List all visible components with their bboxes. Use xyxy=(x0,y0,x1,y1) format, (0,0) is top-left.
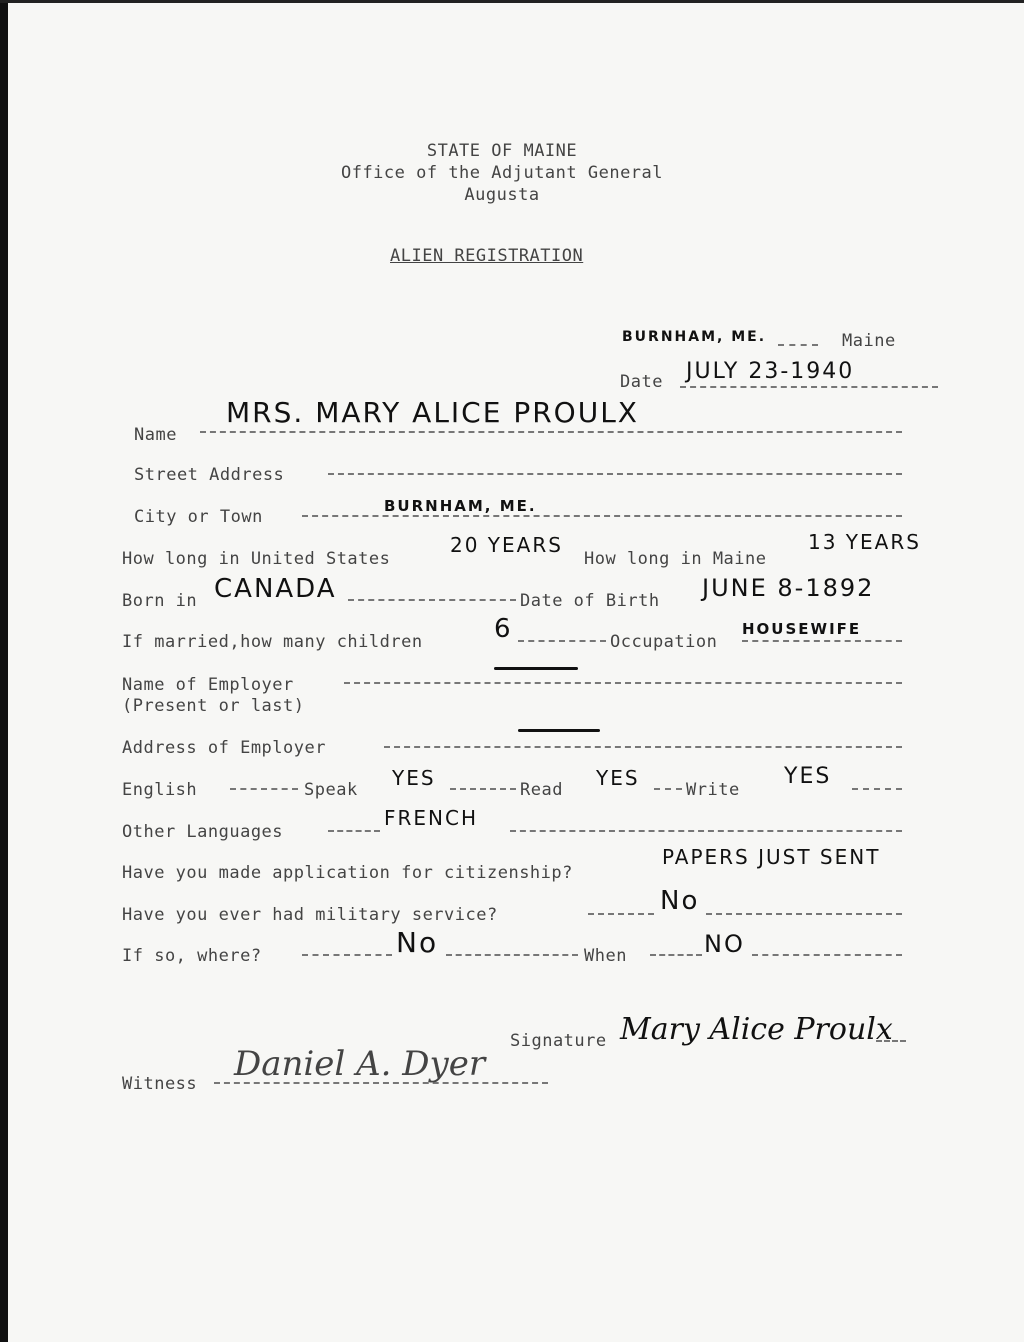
place-suffix: Maine xyxy=(842,331,896,351)
other-languages-label: Other Languages xyxy=(122,822,284,842)
military-label: Have you ever had military service? xyxy=(122,905,498,925)
born-in-label: Born in xyxy=(122,591,198,611)
children-label: If married,how many children xyxy=(122,632,423,652)
header-city: Augusta xyxy=(464,185,540,205)
born-in-value: CANADA xyxy=(214,574,337,604)
date-label: Date xyxy=(620,372,663,392)
citizenship-value: PAPERS JUST SENT xyxy=(662,845,881,869)
where-value: No xyxy=(396,926,439,959)
scan-edge-top xyxy=(0,0,1024,3)
english-label: English xyxy=(122,780,198,800)
when-label: When xyxy=(584,946,627,966)
how-long-maine-label: How long in Maine xyxy=(584,549,767,569)
witness-signature-handwritten: Daniel A. Dyer xyxy=(234,1044,486,1084)
city-value: BURNHAM, ME. xyxy=(384,497,537,515)
how-long-us-value: 20 YEARS xyxy=(450,533,563,557)
city-label: City or Town xyxy=(134,507,263,527)
name-value: MRS. MARY ALICE PROULX xyxy=(226,396,639,429)
english-read-label: Read xyxy=(520,780,563,800)
english-write-value: YES xyxy=(784,764,832,789)
witness-label: Witness xyxy=(122,1074,198,1094)
military-value: No xyxy=(660,886,700,916)
where-label: If so, where? xyxy=(122,946,262,966)
employer-address-label: Address of Employer xyxy=(122,738,326,758)
english-speak-value: YES xyxy=(392,766,436,790)
citizenship-label: Have you made application for citizenship? xyxy=(122,863,573,883)
children-value: 6 xyxy=(494,614,513,644)
english-write-label: Write xyxy=(686,780,740,800)
signature-handwritten: Mary Alice Proulx xyxy=(620,1012,893,1047)
scan-edge-left xyxy=(0,0,8,1342)
how-long-maine-value: 13 YEARS xyxy=(808,530,921,554)
occupation-label: Occupation xyxy=(610,632,718,652)
form-title: ALIEN REGISTRATION xyxy=(390,246,584,266)
english-speak-label: Speak xyxy=(304,780,358,800)
employer-address-blank-stroke xyxy=(518,729,600,732)
occupation-value: HOUSEWIFE xyxy=(742,620,862,638)
date-of-birth-value: JUNE 8-1892 xyxy=(702,574,875,602)
employer-blank-stroke xyxy=(494,667,578,670)
date-value: JULY 23-1940 xyxy=(686,359,855,384)
date-of-birth-label: Date of Birth xyxy=(520,591,660,611)
signature-label: Signature xyxy=(510,1031,607,1051)
place-value: BURNHAM, ME. xyxy=(622,329,767,345)
how-long-us-label: How long in United States xyxy=(122,549,391,569)
header-state: STATE OF MAINE xyxy=(426,141,578,161)
when-value: NO xyxy=(704,930,745,958)
other-languages-value: FRENCH xyxy=(384,806,479,830)
employer-sublabel: (Present or last) xyxy=(122,696,305,716)
header-office: Office of the Adjutant General xyxy=(340,163,664,183)
english-read-value: YES xyxy=(596,766,640,790)
street-address-label: Street Address xyxy=(134,465,285,485)
name-label: Name xyxy=(134,425,177,445)
employer-label: Name of Employer xyxy=(122,675,294,695)
